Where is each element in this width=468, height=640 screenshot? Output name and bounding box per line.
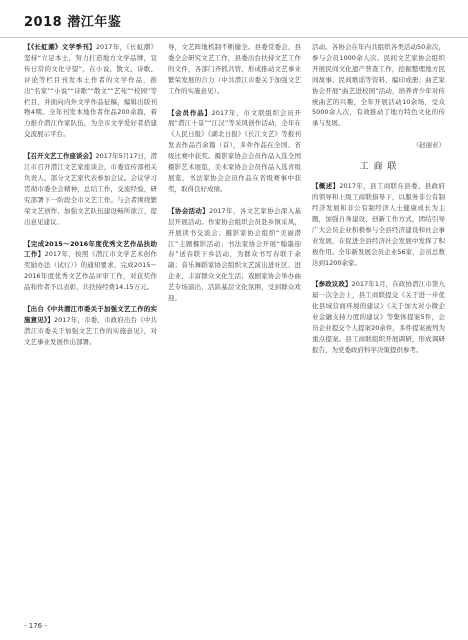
entry-title: 【会员作品】: [168, 108, 212, 117]
column-2: [168, 42, 301, 315]
entry-continuation: [312, 42, 445, 129]
entry-changhong-journal: [24, 42, 157, 140]
entry-body: 2017年，市委、市政府出台《中共潜江市委关于加强文艺工作的实施意见》，对文艺事业发展作出部署。: [24, 315, 158, 346]
entry-title: 【协会活动】: [168, 206, 210, 215]
page-header: [0, 13, 468, 32]
header-rule: [0, 37, 468, 38]
column-1: [24, 42, 157, 359]
entry-title: 【完成2015～2016年度优秀文艺作品扶助工作】: [24, 239, 157, 259]
entry-body: 2017年，市文联组织会员开展“潜江十景”“江汉”等采风创作活动，全年在《人民日报》《湖北日报》《长江文艺》等报刊发表作品百余篇（首），多件作品在全国、省级比赛中获奖。摄影家协会会员作品入选全国摄影艺术展览，美术家协会会员作品入选省级展览，书法家协会会员作品在省级赛事中获奖，取得良好成绩。: [168, 108, 301, 193]
entry-body: 2017年5月17日，潜江市召开潜江文艺家座谈会，市委宣传部相关负责人、部分文艺家代表参加会议。会议学习贯彻市委全会精神，总结工作，交流经验，研究部署下一阶段全市文艺工作。与会者围绕繁荣文艺创作、加强文艺队伍建设畅所欲言，提出意见建议。: [24, 152, 157, 226]
entry-title: 【出台《中共潜江市委关于加强文艺工作的实施意见》】: [24, 305, 157, 324]
author-byline: （赵丽亚）: [412, 141, 445, 150]
entry-body: 2017年1月，在政协潜江市第九届一次全会上，县工商联提交《关于进一步优化县域营商环境的建议》《关于加大对小微企业金融支持力度的建议》等集体提案5件，会员企业提交个人提案20余件，多件提案被列为重点提案。县工商联组织开展调研，形成调研报告，为党委政府科学决策提供参考。: [312, 280, 445, 354]
entry-political-participation: [312, 279, 445, 355]
entry-member-works: [168, 108, 301, 195]
page-number: - 176 -: [24, 622, 47, 630]
entry-body: 2017年，《长虹潮》坚持“立足本土，努力打造地方文学品牌，宣传日常的文化守望”，在小说、散文、诗歌、评论等栏目刊发本土作者的文学作品，推出“名家”“小说”“诗歌”“散文”“艺苑”“校园”等栏目，并面向内外文学作品征稿，编辑出版刊物4期。全年刊发本地作者作品200余篇，着力推介潜江作家队伍，为全市文学爱好者搭建交流展示平台。: [24, 43, 157, 139]
entry-body: 导，文艺阵地机制不断健全。县委常委会、县委全会研究文艺工作，县委出台扶持文艺工作的文件，各部门齐抓共管，形成推动文艺事业繁荣发展的合力（中共潜江市委关于加强文艺工作的实施意见）。: [168, 43, 301, 95]
entry-body: 活动。各协会在年内共组织各类活动50余次，参与会员1000余人次。民间文艺家协会组织开展民间文化遗产普查工作，挖掘整理地方民间故事、民间歌谣等资料，编印成册；曲艺家协会开展“曲艺进校园”活动，培养青少年对传统曲艺的兴趣，全年开展活动10余场，受众5000余人次，有效推动了地方特色文化的传承与发展。: [312, 43, 445, 128]
entry-title: 【召开文艺工作座谈会】: [24, 152, 96, 161]
yearbook-title: 2018 潜江年鉴: [24, 15, 122, 30]
entry-body: 2017年，县工商联在县委、县政府的领导和上级工商联指导下，以服务非公有制经济发展和非公有制经济人士健康成长为主题，加强自身建设，创新工作方式，团结引导广大会员企业积极参与全县经济建设和社会事业发展，在促进全县经济社会发展中发挥了积极作用。全年新发展会员企业56家，会员总数达到1200余家。: [312, 182, 446, 267]
entry-title: 【参政议政】: [312, 280, 352, 289]
column-3: [312, 42, 445, 367]
entry-continuation: [168, 42, 301, 97]
entry-overview: [312, 181, 445, 268]
section-heading: 工 商 联: [359, 162, 398, 173]
entry-body: 2017年，各文艺家协会深入基层开展活动。作家协会组织会员赴乡镇采风，开展读书交流会；摄影家协会组织“美丽潜江”主题摄影活动；书法家协会开展“翰墨迎春”送春联下乡活动，为群众书写春联千余副；音乐舞蹈家协会组织文艺演出进社区、进企业，丰富群众文化生活；戏剧家协会举办曲艺专场演出，活跃基层文化氛围，受到群众欢迎。: [168, 206, 302, 303]
entry-implementation-opinions: [24, 304, 157, 348]
entry-title: 【《长虹潮》文学季刊】: [24, 43, 96, 51]
entry-body: 2017年，按照《潜江市文学艺术创作奖励办法（试行）》的通知要求，完成2015～2016年度优秀文艺作品评审工作，对获奖作品和作者予以表彰，共扶持经费14.15万元。: [24, 250, 158, 292]
entry-symposium: [24, 151, 157, 227]
entry-association-activities: [168, 206, 301, 304]
entry-title: 【概述】: [312, 182, 340, 191]
entry-works-support: [24, 239, 157, 294]
